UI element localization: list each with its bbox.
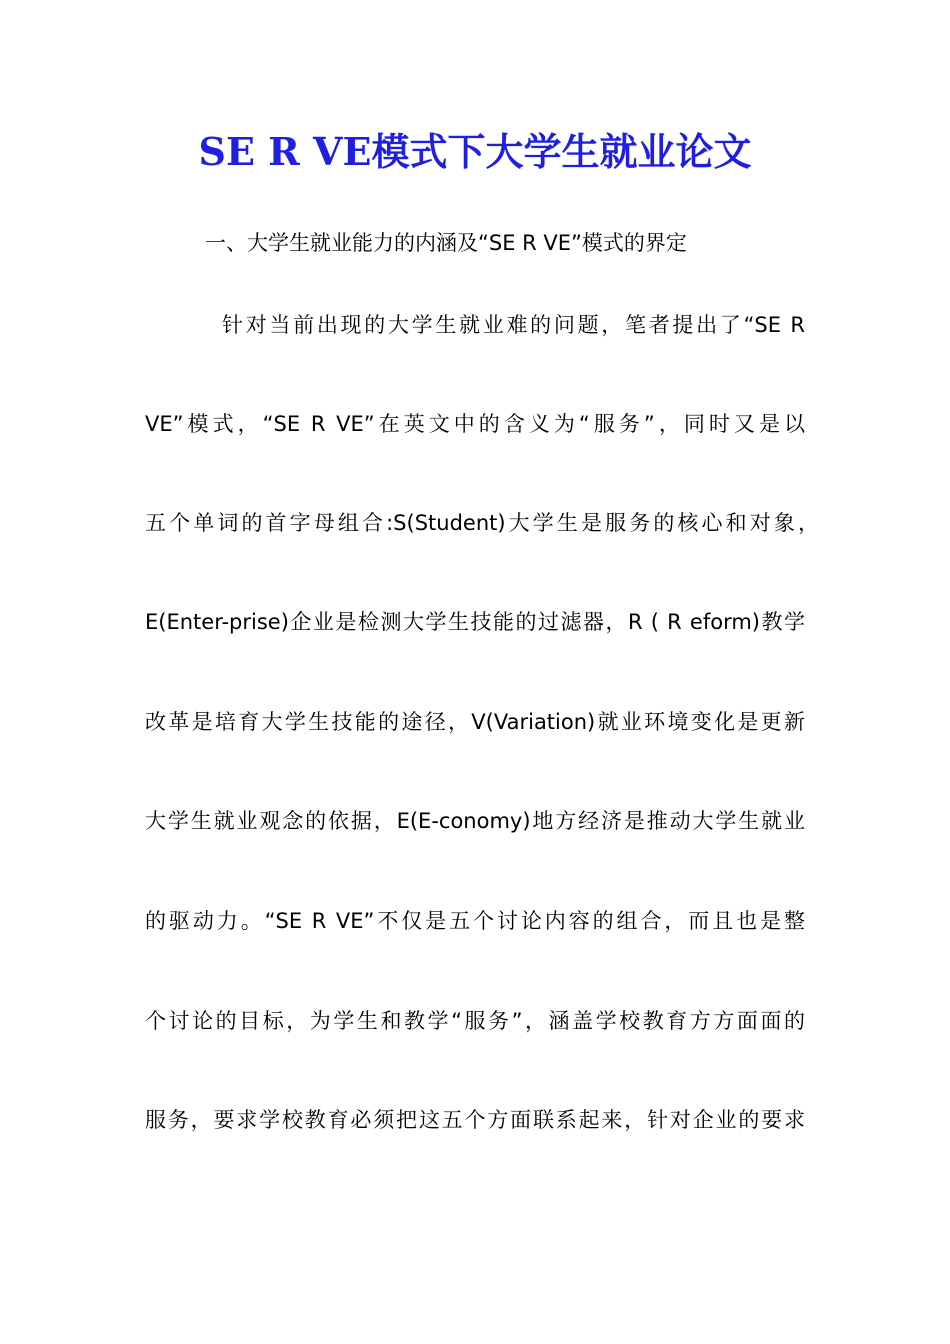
document-title: SE R VE模式下大学生就业论文 [198, 129, 752, 174]
paragraph-line: 针对当前出现的大学生就业难的问题，笔者提出了“SE R [222, 313, 805, 337]
paragraph-line: 的驱动力。“SE R VE”不仅是五个讨论内容的组合，而且也是整 [145, 909, 805, 933]
paragraph-line: 个讨论的目标，为学生和教学“服务”，涵盖学校教育方方面面的 [145, 1009, 805, 1033]
paragraph-line: 改革是培育大学生技能的途径，V(Variation)就业环境变化是更新 [145, 710, 805, 734]
section-heading: 一、大学生就业能力的内涵及“SE R VE”模式的界定 [205, 231, 687, 255]
paragraph-line: 大学生就业观念的依据，E(E-conomy)地方经济是推动大学生就业 [145, 809, 805, 833]
paragraph-line: E(Enter-prise)企业是检测大学生技能的过滤器，R ( R eform)教学 [145, 610, 805, 634]
paragraph-line: VE”模式，“SE R VE”在英文中的含义为“服务”，同时又是以 [145, 412, 805, 436]
paragraph-line: 五个单词的首字母组合:S(Student)大学生是服务的核心和对象， [145, 511, 819, 535]
paragraph-line: 服务，要求学校教育必须把这五个方面联系起来，针对企业的要求 [145, 1108, 805, 1132]
